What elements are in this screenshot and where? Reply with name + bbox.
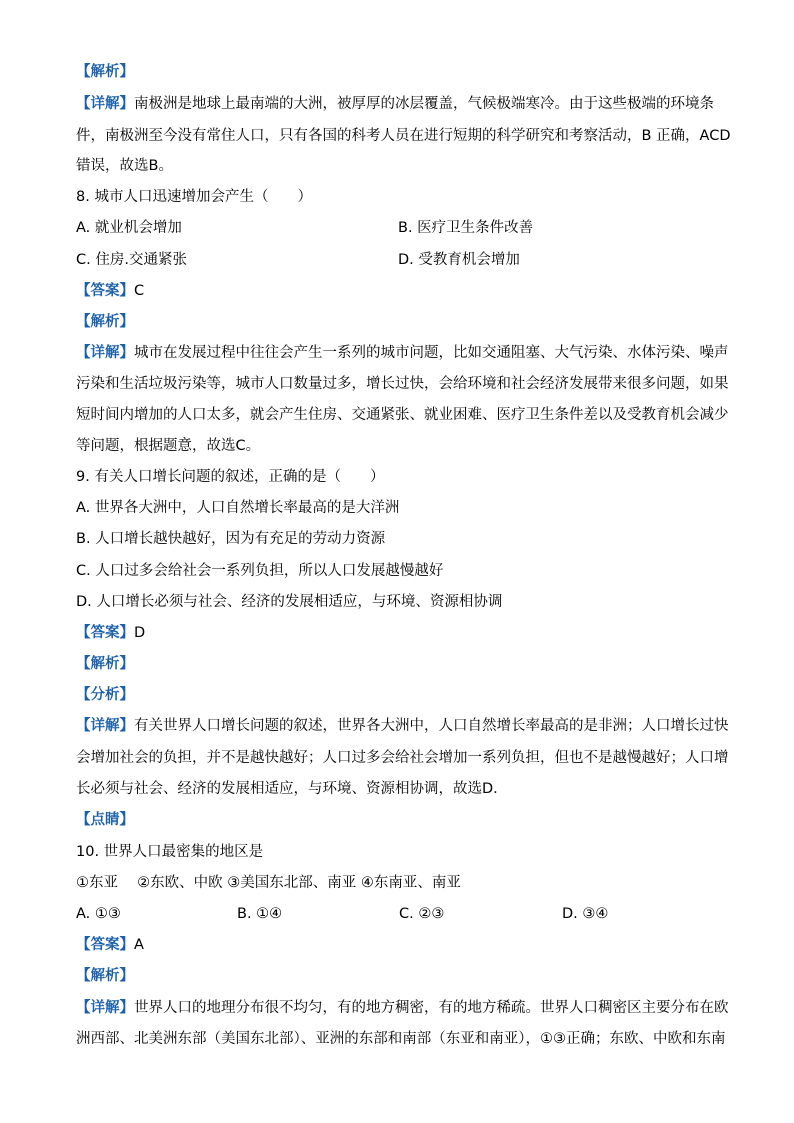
explanation-line: 长必须与社会、经济的发展相适应，与环境、资源相协调，故选D． [76, 781, 508, 797]
explanation-line: 等问题，根据题意，故选C。 [76, 438, 261, 454]
key-point-label [76, 810, 134, 830]
option-b: B. 人口增长越快越好，因为有充足的劳动力资源 [76, 531, 386, 547]
explanation-line: 洲西部、北美洲东部（美国东北部）、亚洲的东部和南部（东亚和南亚），①③正确；东欧、中欧和东南 [76, 1031, 726, 1047]
detail-tag: 【详解】 [76, 718, 134, 734]
option-d: D. 受教育机会增加 [398, 252, 520, 268]
explanation-line: 短时间内增加的人口太多，就会产生住房、交通紧张、就业困难、医疗卫生条件差以及受教育机会减少 [76, 407, 729, 423]
option-d: D. ③④ [562, 906, 609, 922]
analysis-tag: 【解析】 [76, 968, 134, 984]
analysis-label [76, 312, 134, 332]
analysis-tag: 【解析】 [76, 656, 134, 672]
explanation-line: 【详解】城市在发展过程中往往会产生一系列的城市问题，比如交通阻塞、大气污染、水体污染、噪声 [76, 345, 729, 361]
detail-tag: 【详解】 [76, 345, 134, 361]
answer-tag: 【答案】 [76, 625, 134, 641]
option-b: B. 医疗卫生条件改善 [398, 220, 534, 236]
analysis-label [76, 966, 134, 986]
analysis-sub-label [76, 685, 134, 705]
fenxi-tag: 【分析】 [76, 687, 134, 703]
explanation-line: 件，南极洲至今没有常住人口，只有各国的科考人员在进行短期的科学研究和考察活动，B 正确，ACD [76, 128, 731, 144]
explanation-line: 【详解】有关世界人口增长问题的叙述，世界各大洲中，人口自然增长率最高的是非洲；人口增长过快 [76, 718, 729, 734]
answer-tag: 【答案】 [76, 283, 134, 299]
question-10-stem: 10. 世界人口最密集的地区是 [76, 844, 264, 860]
question-8-stem: 8. 城市人口迅速增加会产生（ ） [76, 189, 312, 205]
answer-tag: 【答案】 [76, 937, 134, 953]
analysis-label [76, 654, 134, 674]
answer-line [76, 935, 144, 955]
explanation-line: 污染和生活垃圾污染等，城市人口数量过多，增长过快，会给环境和社会经济发展带来很多问题，如果 [76, 376, 729, 392]
option-c: C. ②③ [399, 906, 445, 922]
option-a: A. 就业机会增加 [76, 220, 182, 236]
question-8-options-row2 [76, 250, 716, 270]
explanation-line: 【详解】南极洲是地球上最南端的大洲，被厚厚的冰层覆盖，气候极端寒冷。由于这些极端的环境条 [76, 96, 714, 112]
option-a: A. 世界各大洲中，人口自然增长率最高的是大洋洲 [76, 500, 400, 516]
answer-value: A [134, 937, 144, 953]
option-c: C. 住房.交通紧张 [76, 252, 187, 268]
option-d: D. 人口增长必须与社会、经济的发展相适应，与环境、资源相协调 [76, 594, 503, 610]
question-9-stem: 9. 有关人口增长问题的叙述，正确的是（ ） [76, 469, 385, 485]
answer-line [76, 623, 145, 643]
detail-tag: 【详解】 [76, 96, 134, 112]
detail-tag: 【详解】 [76, 1000, 134, 1016]
explanation-line: 会增加社会的负担，并不是越快越好；人口过多会给社会增加一系列负担，但也不是越慢越好；人口增 [76, 750, 729, 766]
answer-value: D [134, 625, 146, 641]
explanation-line: 【详解】世界人口的地理分布很不均匀，有的地方稠密，有的地方稀疏。世界人口稠密区主要分布在欧 [76, 1000, 729, 1016]
question-10-items: ①东亚 ②东欧、中欧 ③美国东北部、南亚 ④东南亚、南亚 [76, 875, 461, 891]
option-c: C. 人口过多会给社会一系列负担，所以人口发展越慢越好 [76, 563, 444, 579]
analysis-tag: 【解析】 [76, 64, 134, 80]
analysis-label [76, 62, 134, 82]
explanation-line: 错误，故选B。 [76, 158, 173, 174]
dianjing-tag: 【点睛】 [76, 812, 134, 828]
answer-line [76, 281, 144, 301]
option-a: A. ①③ [76, 906, 121, 922]
option-b: B. ①④ [237, 906, 283, 922]
question-8-options-row1 [76, 218, 716, 238]
analysis-tag: 【解析】 [76, 314, 134, 330]
answer-value: C [134, 283, 145, 299]
